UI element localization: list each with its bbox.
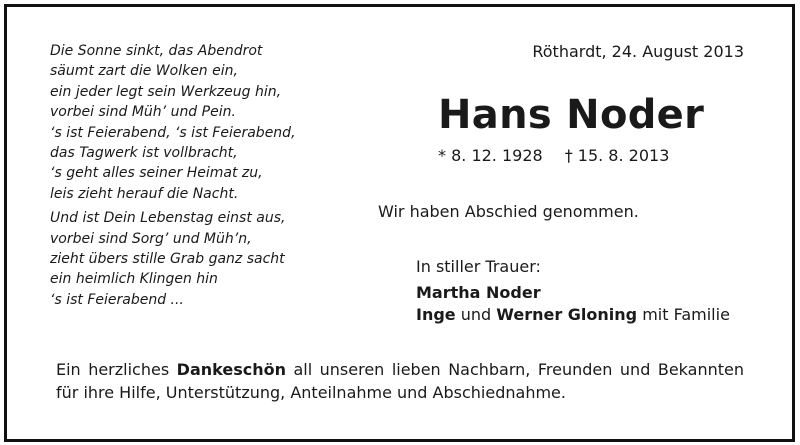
mourner-name: Martha Noder	[416, 283, 541, 302]
mourner-name: Werner Gloning	[496, 305, 638, 324]
thanks-paragraph	[56, 358, 744, 404]
poem-line: vorbei sind Sorg’ und Müh’n,	[50, 230, 252, 247]
mourner-line	[416, 282, 730, 304]
farewell-text: Wir haben Abschied genommen.	[378, 202, 639, 221]
poem-line: ‘s ist Feierabend, ‘s ist Feierabend,	[50, 124, 296, 141]
poem-line: ‘s geht alles seiner Heimat zu,	[50, 165, 263, 182]
poem-line: leis zieht herauf die Nacht.	[50, 185, 239, 202]
mourner-conjunction: und	[455, 305, 497, 324]
poem-line: vorbei sind Müh’ und Pein.	[50, 104, 236, 121]
mourning-intro: In stiller Trauer:	[416, 257, 541, 276]
birth-date: * 8. 12. 1928	[438, 146, 543, 165]
mourner-line	[416, 304, 730, 326]
mourner-suffix: mit Familie	[637, 305, 730, 324]
poem-line: das Tagwerk ist vollbracht,	[50, 145, 238, 162]
mourners-block	[416, 256, 730, 326]
death-date: † 15. 8. 2013	[564, 146, 670, 165]
thanks-prefix: Ein herzliches	[56, 360, 177, 379]
thanks-suffix: all unseren lieben Nachbarn, Freunden und Bekannten für ihre Hilfe, Unterstützung, Anteilnahme und Abschiednahme.	[56, 360, 744, 402]
deceased-name: Hans Noder	[438, 92, 705, 138]
poem-line: Die Sonne sinkt, das Abendrot	[50, 43, 263, 59]
poem-line: säumt zart die Wolken ein,	[50, 63, 238, 80]
poem	[50, 41, 340, 310]
place-date: Röthardt, 24. August 2013	[532, 42, 744, 61]
poem-line: Und ist Dein Lebenstag einst aus,	[50, 210, 286, 227]
poem-line: zieht übers stille Grab ganz sacht	[50, 251, 285, 268]
poem-line: ‘s ist Feierabend ...	[50, 291, 184, 308]
mourner-name: Inge	[416, 305, 456, 324]
life-dates	[438, 146, 669, 165]
poem-line: ein heimlich Klingen hin	[50, 271, 218, 288]
thanks-highlight: Dankeschön	[176, 360, 286, 379]
poem-line: ein jeder legt sein Werkzeug hin,	[50, 83, 282, 100]
